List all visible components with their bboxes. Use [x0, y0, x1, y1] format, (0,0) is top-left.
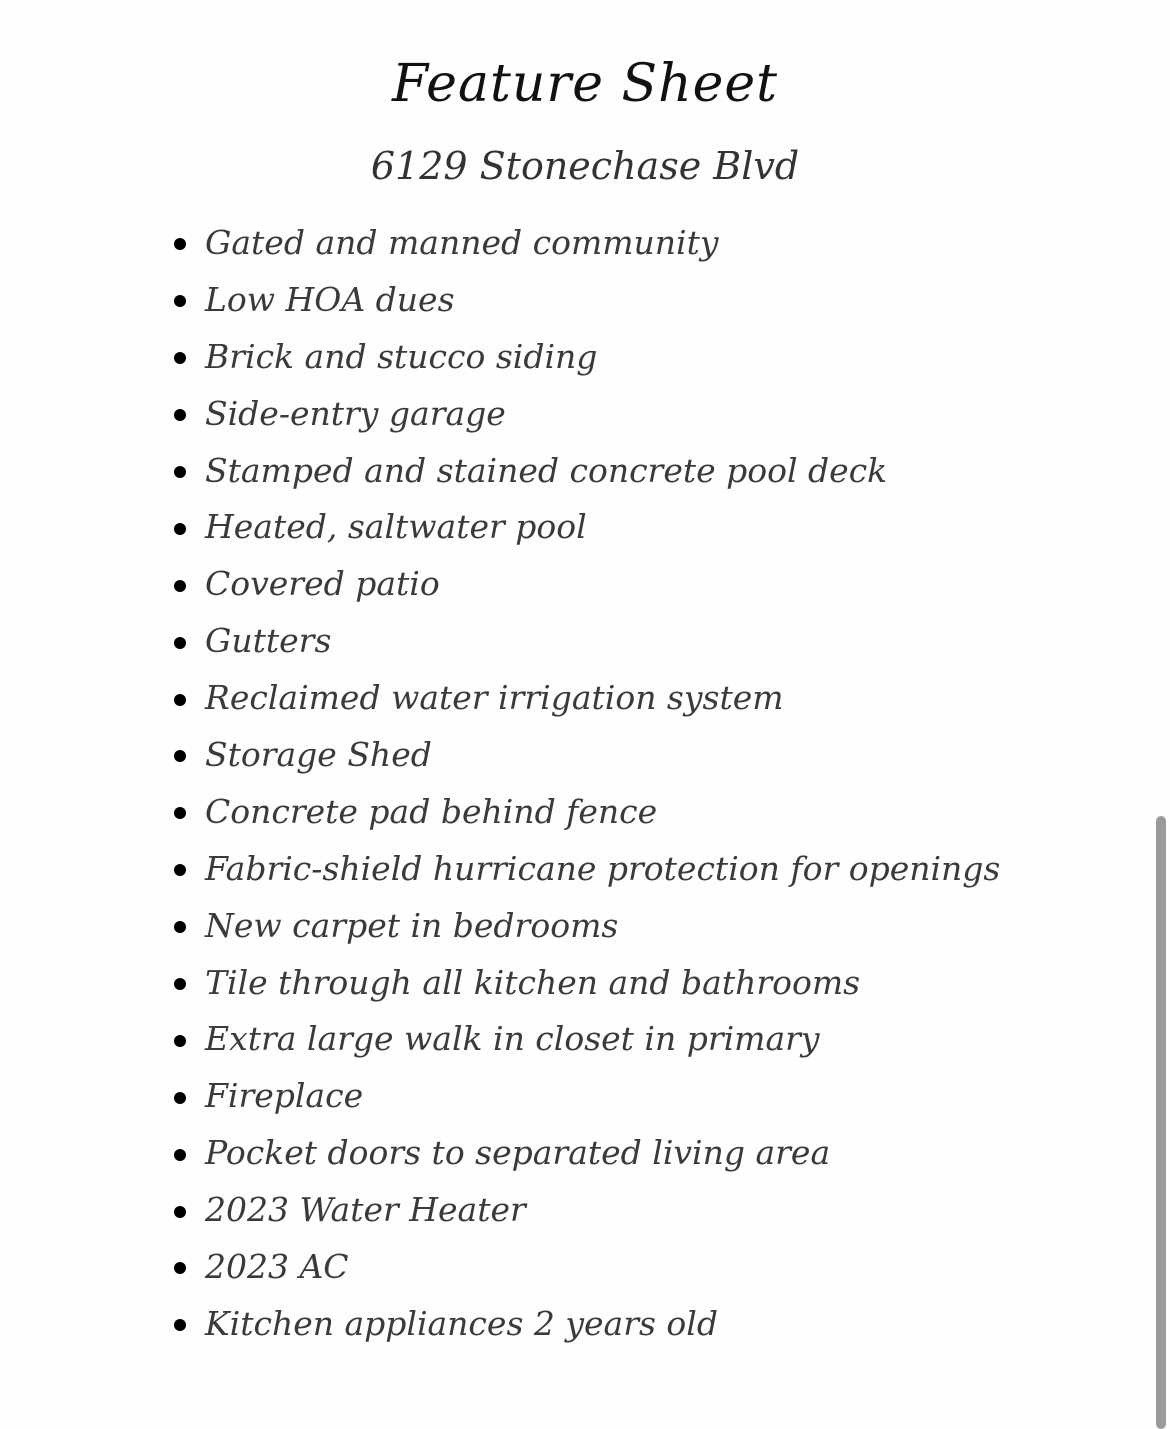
feature-text: Heated, saltwater pool: [205, 507, 587, 547]
feature-item: [172, 442, 1000, 499]
feature-text: Fabric-shield hurricane protection for openings: [205, 848, 1001, 888]
bullet-icon: [174, 694, 186, 706]
feature-text: Tile through all kitchen and bathrooms: [205, 962, 861, 1002]
feature-text: 2023 AC: [205, 1246, 349, 1286]
feature-item: [172, 328, 1000, 385]
bullet-icon: [174, 921, 186, 933]
bullet-icon: [174, 864, 186, 876]
feature-text: Brick and stucco siding: [205, 336, 598, 376]
feature-item: [172, 1067, 1000, 1124]
feature-item: [172, 385, 1000, 442]
feature-text: New carpet in bedrooms: [205, 905, 619, 945]
feature-text: Low HOA dues: [205, 279, 455, 319]
feature-text: Storage Shed: [205, 734, 432, 774]
scrollbar-thumb[interactable]: [1156, 816, 1166, 1429]
feature-text: Extra large walk in closet in primary: [205, 1019, 820, 1059]
feature-item: [172, 669, 1000, 726]
feature-item: [172, 954, 1000, 1011]
feature-text: Side-entry garage: [205, 393, 506, 433]
bullet-icon: [174, 1319, 186, 1331]
feature-item: [172, 1181, 1000, 1238]
bullet-icon: [174, 978, 186, 990]
bullet-icon: [174, 409, 186, 421]
feature-list: [172, 214, 1000, 1352]
bullet-icon: [174, 1206, 186, 1218]
feature-text: Covered patio: [205, 564, 440, 604]
feature-item: [172, 271, 1000, 328]
bullet-icon: [174, 637, 186, 649]
feature-item: [172, 897, 1000, 954]
bullet-icon: [174, 466, 186, 478]
bullet-icon: [174, 238, 186, 250]
feature-item: [172, 214, 1000, 271]
feature-item: [172, 1124, 1000, 1181]
property-address: 6129 Stonechase Blvd: [370, 144, 800, 188]
bullet-icon: [174, 580, 186, 592]
feature-text: Gutters: [205, 621, 332, 661]
bullet-icon: [174, 523, 186, 535]
feature-item: [172, 1010, 1000, 1067]
bullet-icon: [174, 750, 186, 762]
feature-item: [172, 726, 1000, 783]
bullet-icon: [174, 1092, 186, 1104]
bullet-icon: [174, 1035, 186, 1047]
feature-text: Kitchen appliances 2 years old: [205, 1303, 718, 1343]
feature-item: [172, 1295, 1000, 1352]
feature-item: [172, 555, 1000, 612]
feature-text: Reclaimed water irrigation system: [205, 678, 784, 718]
feature-text: 2023 Water Heater: [205, 1190, 526, 1230]
vertical-scrollbar[interactable]: [1156, 0, 1166, 1429]
feature-text: Concrete pad behind fence: [205, 791, 658, 831]
feature-item: [172, 612, 1000, 669]
bullet-icon: [174, 1149, 186, 1161]
bullet-icon: [174, 807, 186, 819]
bullet-icon: [174, 1262, 186, 1274]
bullet-icon: [174, 295, 186, 307]
feature-item: [172, 783, 1000, 840]
bullet-icon: [174, 352, 186, 364]
feature-text: Stamped and stained concrete pool deck: [205, 450, 888, 490]
feature-text: Gated and manned community: [205, 222, 719, 262]
feature-text: Fireplace: [205, 1076, 364, 1116]
feature-text: Pocket doors to separated living area: [205, 1133, 831, 1173]
feature-item: [172, 840, 1000, 897]
page-title: Feature Sheet: [391, 54, 779, 114]
feature-item: [172, 498, 1000, 555]
feature-item: [172, 1238, 1000, 1295]
